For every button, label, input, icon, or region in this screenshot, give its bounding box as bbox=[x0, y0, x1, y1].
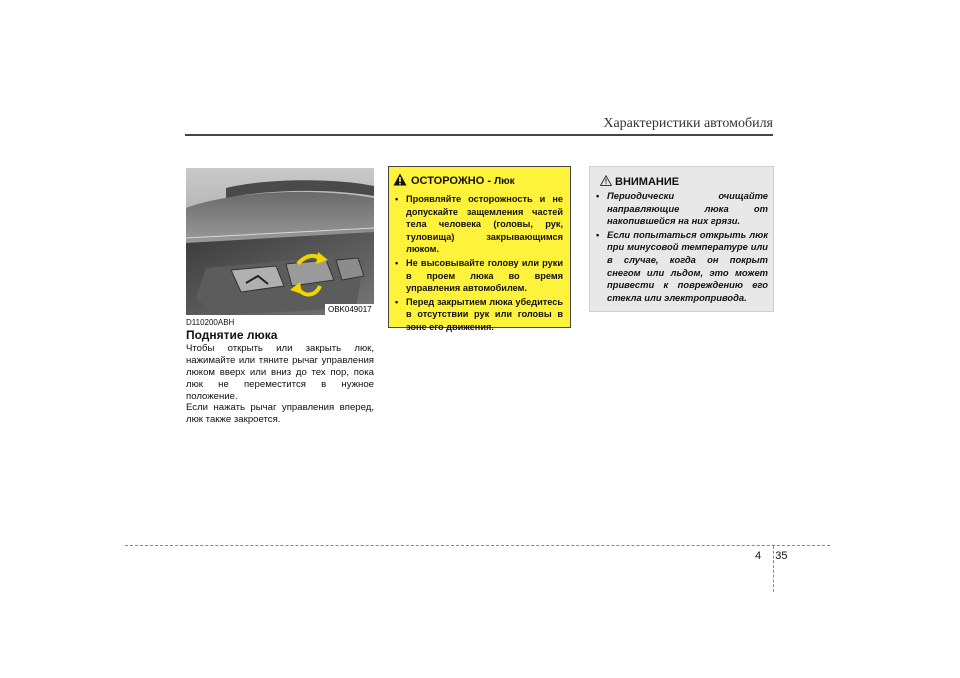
warning-triangle-icon bbox=[393, 173, 407, 186]
list-item: • Перед закрытием люка убедитесь в отсутствии рук или головы в зоне его движения. bbox=[395, 296, 563, 334]
footer-rule bbox=[125, 545, 830, 546]
page-number bbox=[755, 550, 788, 562]
sunroof-lever-illustration bbox=[186, 168, 374, 315]
warning-title-main: ОСТОРОЖНО - bbox=[411, 175, 491, 187]
warning-title-suffix: Люк bbox=[494, 176, 515, 187]
caution-box bbox=[589, 166, 774, 312]
chapter-header-title: Характеристики автомобиля bbox=[603, 116, 773, 131]
photo-code: OBK049017 bbox=[325, 304, 375, 315]
list-item: • Не высовывайте голову или руки в проем люка во время управления автомобилем. bbox=[395, 257, 563, 295]
warning-box bbox=[388, 166, 571, 332]
list-item: • Проявляйте осторожность и не допускайте защемления частей тела человека (головы, рук, туловища) закрывающимся люком. bbox=[395, 193, 563, 256]
list-item: • Если попытаться открыть люк при минусовой температуре или в случае, когда он покрыт снегом или льдом, это может привести к повреждению его стекла или электропривода. bbox=[596, 229, 768, 305]
chapter-number: 4 bbox=[755, 550, 762, 562]
header-rule bbox=[185, 134, 773, 136]
sunroof-lever-photo bbox=[186, 168, 374, 315]
caution-list bbox=[596, 190, 768, 305]
section-paragraph-1: Чтобы открыть или закрыть люк, нажимайте или тяните рычаг управления люком вверх или вниз до тех пор, пока люк не переместится в нужное положение. bbox=[186, 343, 374, 402]
page-number-value: 35 bbox=[775, 550, 788, 562]
list-item: • Периодически очищайте направляющие люка от накопившейся на них грязи. bbox=[596, 190, 768, 228]
warning-title bbox=[411, 175, 515, 187]
caution-triangle-icon bbox=[600, 175, 612, 186]
section-paragraph-2: Если нажать рычаг управления вперед, люк также закроется. bbox=[186, 402, 374, 425]
section-title: Поднятие люка bbox=[186, 328, 278, 342]
caution-title: ВНИМАНИЕ bbox=[615, 176, 680, 188]
warning-list bbox=[395, 193, 563, 335]
section-code: D110200ABH bbox=[186, 318, 235, 327]
